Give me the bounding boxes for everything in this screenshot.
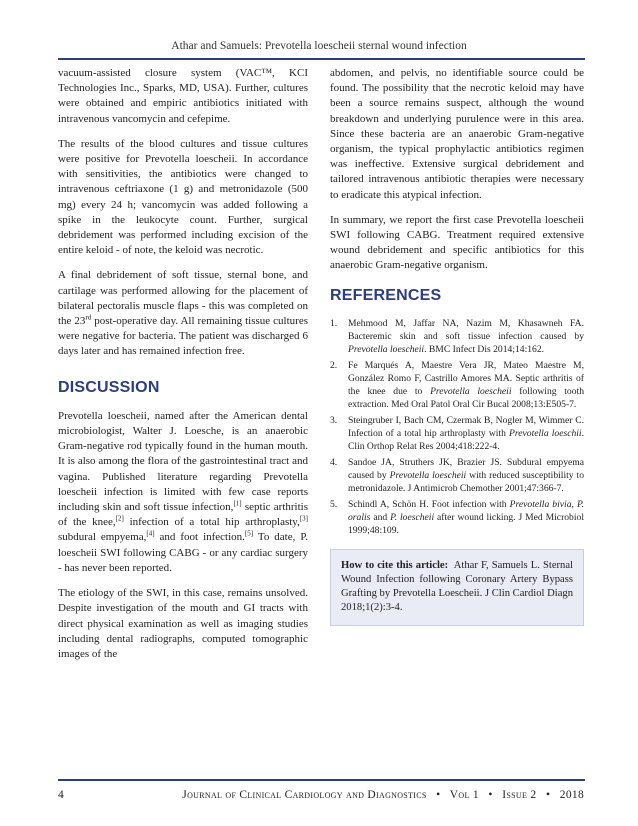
reference-list — [330, 317, 584, 537]
footer-separator: • — [545, 789, 551, 801]
journal-issue: Issue 2 — [502, 789, 537, 801]
body-paragraph: The etiology of the SWI, in this case, remains unsolved. Despite investigation of the mouth and GI tracts with direct physical examination as well as imaging studies including dental radiographs, computed tomographic images of the — [58, 587, 308, 660]
reference-species: Prevotella loescheii — [348, 343, 425, 355]
ordinal-superscript: rd — [85, 313, 92, 322]
paragraph-text: The results of the blood cultures and tissue cultures were positive for Prevotella loescheii. In accordance with sensitivities, the antibiotics were changed to intravenous ceftriaxone (1 g) and metronidazole (500 mg) every 24 h; vancomycin was added following a spike in the leukocyte count. Further, surgical debridement was performed including excision of the entire keloid - of note, the keloid was necrotic. — [58, 137, 308, 257]
body-paragraph — [58, 409, 308, 576]
reference-number: 4. — [330, 456, 338, 468]
reference-text: Schindl A, Schön H. Foot infection with — [348, 498, 510, 510]
citation-link[interactable]: [4] — [146, 529, 155, 538]
right-column — [330, 66, 584, 626]
reference-text: Fe Marqués A, Maestre Vera JR, Mateo Maestre M, González Romo F, Castrillo Amores MA. Septic arthritis of the knee due to — [348, 359, 584, 397]
citation-text: Athar F, Samuels L. Sternal Wound Infection following Coronary Artery Bypass Grafting by Prevotella Loescheii. J Clin Cardiol Diagn 2018;1(2):3-4. — [341, 559, 576, 614]
reference-number: 2. — [330, 359, 338, 371]
body-paragraph: vacuum-assisted closure system (VAC™, KCI Technologies Inc., Sparks, MD, USA). Further, cultures were obtained and empiric antibiotics initiated with intravenous vancomycin and cefepime. — [58, 67, 308, 125]
reference-item — [330, 498, 584, 537]
reference-number: 3. — [330, 414, 338, 426]
reference-number: 5. — [330, 498, 338, 510]
reference-text: following tooth extraction. Med Oral Patol Oral Cir Bucal 2008;13:E505-7. — [348, 385, 584, 410]
reference-species: Prevotella loescheii — [430, 385, 512, 397]
journal-year: 2018 — [559, 789, 584, 801]
paragraph-text: To date, P. loescheii SWI following CABG - or any cardiac surgery - has never been reported. — [58, 531, 308, 574]
reference-text: and — [370, 511, 391, 523]
reference-text: after wound licking. J Med Microbiol 1999;48:109. — [348, 511, 584, 536]
paragraph-text: subdural empyema, — [58, 531, 147, 544]
reference-text: , — [571, 498, 577, 510]
paragraph-text: septic arthritis of the knee, — [58, 501, 308, 529]
citation-box — [330, 549, 584, 626]
references-heading: REFERENCES — [330, 286, 442, 304]
citation-link[interactable]: [1] — [233, 499, 242, 508]
paragraph-text: and foot infection. — [154, 531, 245, 544]
footer-separator: • — [488, 789, 493, 801]
body-paragraph: abdomen, and pelvis, no identifiable source could be found. The possibility that the necrotic keloid may have been a source remains suspect, although the wound breakdown and underlying purulence were in this area. Since these bacteria are an anaerobic Gram-negative organism, the typical prophylactic antibiotics regimen was ineffective. Extensive surgical debridement and tailored intravenous antibiotic therapies were necessary to eradicate this atypical infection. — [330, 67, 584, 201]
citation-label: How to cite this article: — [341, 559, 449, 571]
reference-text: . Clin Orthop Relat Res 2004;418:222-4. — [348, 427, 584, 452]
reference-text: Mehmood M, Jaffar NA, Nazim M, Khasawneh FA. Bacteremic skin and soft tissue infection caused by — [348, 317, 584, 342]
reference-item — [330, 317, 584, 356]
paragraph-text: Prevotella loescheii, named after the American dental microbiologist, Walter J. Loesche, is an anaerobic Gram-negative rod typically found in the human mouth. It is also among the flora of the gastrointestinal tract and vagina. Published literature regarding Prevotella loescheii infection is limited with few case reports including skin and soft tissue infection, — [58, 409, 308, 514]
reference-species: P. loescheii — [390, 511, 435, 523]
reference-number: 1. — [330, 317, 338, 329]
paragraph-text: post-operative day. All remaining tissue cultures were negative for bacteria. The patient was discharged 6 days later and has remained infection free. — [58, 315, 308, 358]
reference-text: Sandoe JA, Struthers JK, Brazier JS. Subdural empyema caused by — [348, 456, 584, 481]
footer-separator: • — [436, 789, 441, 801]
reference-item — [330, 359, 584, 411]
citation-link[interactable]: [5] — [244, 529, 254, 538]
paragraph-text: infection of a total hip arthroplasty, — [123, 516, 300, 529]
header-rule — [58, 58, 585, 60]
reference-item — [330, 414, 584, 453]
journal-name: Journal of Clinical Cardiology and Diagnostics — [182, 789, 427, 801]
reference-species: Prevotella bivia — [509, 498, 572, 510]
journal-footer — [182, 789, 584, 801]
reference-text: Steingruber I, Bach CM, Czermak B, Nogler M, Wimmer C. Infection of a total hip arthroplasty with — [348, 414, 584, 439]
reference-item — [330, 456, 584, 495]
page-number: 4 — [58, 789, 64, 801]
reference-species: P. oralis — [348, 498, 584, 523]
discussion-heading: DISCUSSION — [58, 378, 160, 396]
reference-species: Prevotella loeschii — [509, 427, 582, 439]
left-column — [58, 66, 308, 672]
reference-text: with reduced susceptibility to metronidazole. J Antimicrob Chemother 2001;47:366-7. — [348, 469, 584, 494]
body-paragraph: In summary, we report the first case Prevotella loescheii SWI following CABG. Treatment required extensive wound debridement and specific antibiotics for this anaerobic Gram-negative organism. — [330, 213, 584, 272]
citation-link[interactable]: [3] — [299, 514, 308, 523]
footer-rule — [58, 779, 585, 781]
body-paragraph — [58, 137, 308, 259]
running-head: Athar and Samuels: Prevotella loescheii sternal wound infection — [171, 40, 467, 52]
reference-text: . BMC Infect Dis 2014;14:162. — [424, 343, 545, 355]
body-paragraph — [58, 268, 308, 359]
citation-link[interactable]: [2] — [115, 514, 124, 523]
paragraph-text: A final debridement of soft tissue, sternal bone, and cartilage was performed allowing for the placement of bilateral pectoralis muscle flaps - this was completed on the 23 — [58, 269, 308, 328]
journal-volume: Vol 1 — [449, 789, 479, 801]
reference-species: Prevotella loescheii — [389, 469, 467, 481]
